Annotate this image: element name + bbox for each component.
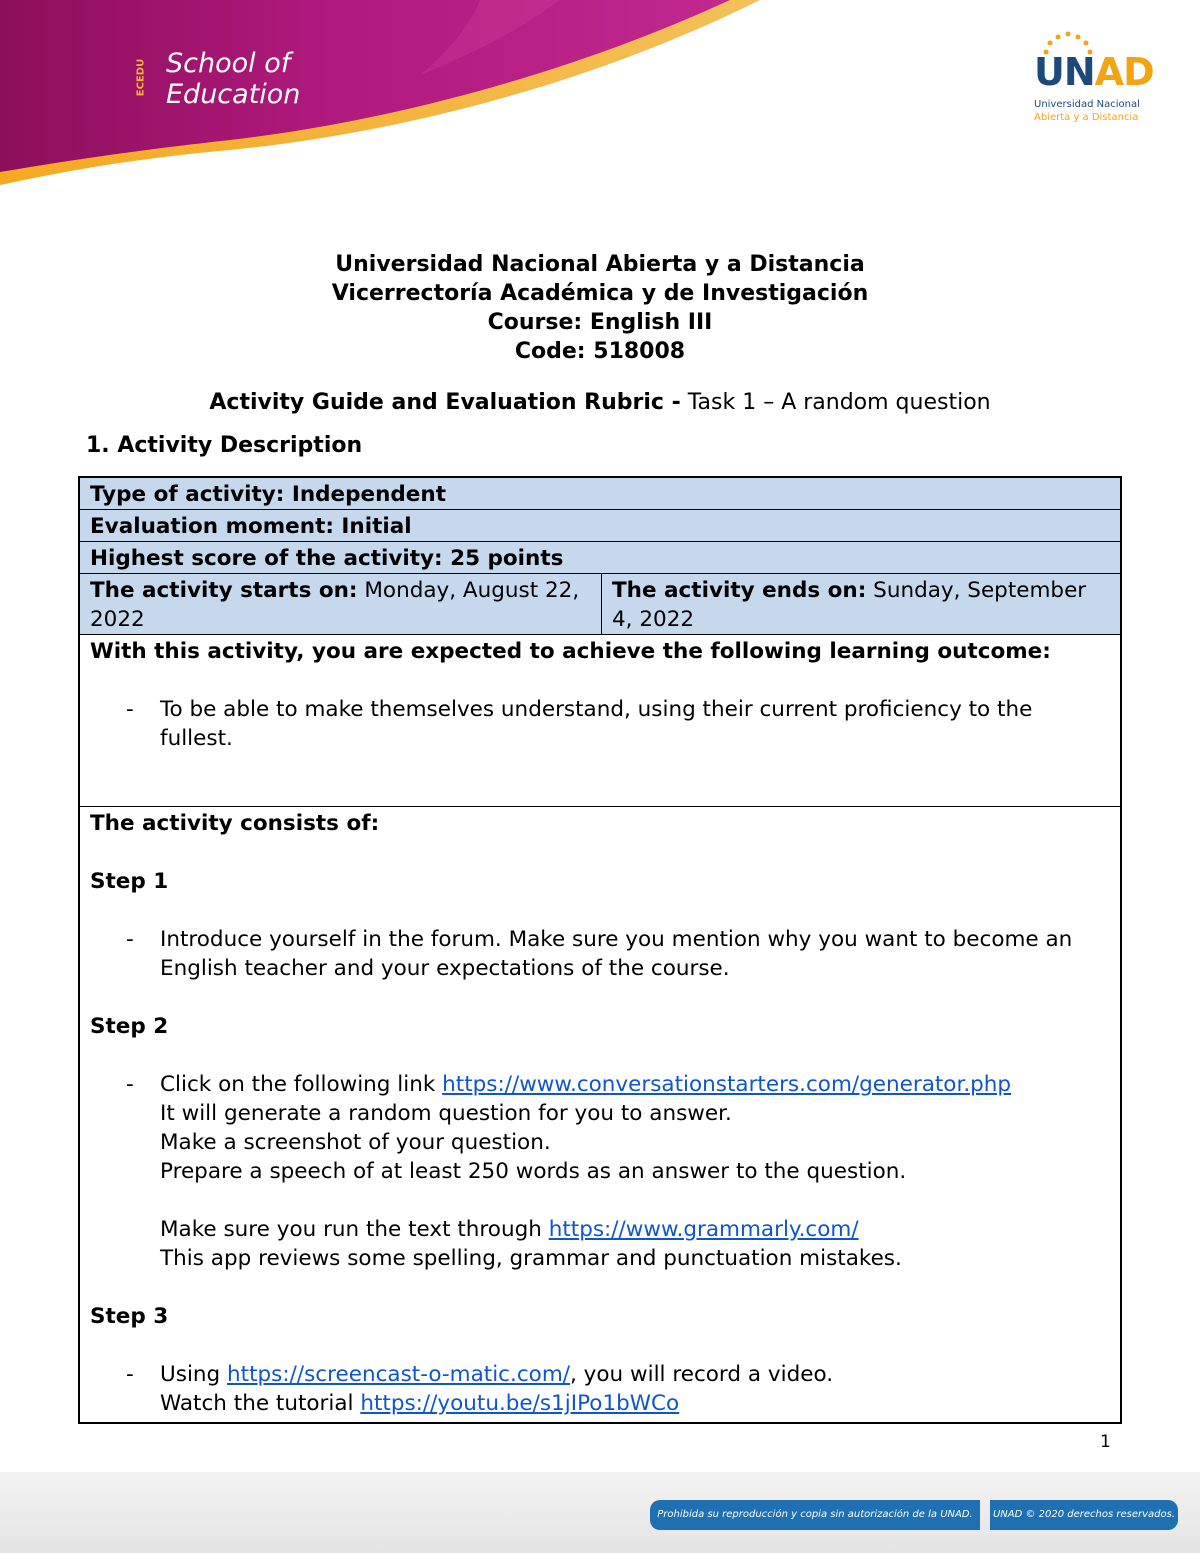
step2-title: Step 2 [90, 1014, 169, 1039]
step1-dash: - [126, 927, 134, 952]
school-logo-line1: School of [166, 48, 291, 79]
ecedu-text: ECEDU [135, 58, 147, 97]
youtube-tutorial-link[interactable]: https://youtu.be/s1jIPo1bWCo [360, 1391, 680, 1416]
vicerrectoria: Vicerrectoría Académica y de Investigación [331, 281, 869, 306]
consists-lead: The activity consists of: [90, 811, 380, 836]
ecedu-vertical-label [130, 48, 152, 116]
outcome-item [90, 695, 1110, 753]
guide-title-bold: Activity Guide and Evaluation Rubric - [209, 390, 681, 415]
step2-line1 [160, 1070, 1110, 1099]
learning-outcome-row [80, 635, 1120, 807]
step1-item [90, 925, 1110, 983]
step2-line6: This app reviews some spelling, grammar and punctuation mistakes. [160, 1246, 902, 1271]
start-label: The activity starts on: [90, 578, 358, 603]
type-of-activity-row: Type of activity: Independent [80, 478, 1120, 510]
activity-table [78, 476, 1122, 1424]
grammarly-link[interactable]: https://www.grammarly.com/ [548, 1217, 859, 1242]
dates-row [80, 574, 1120, 635]
outcome-lead: With this activity, you are expected to achieve the following learning outcome: [90, 639, 1051, 664]
step2-line2: It will generate a random question for you to answer. [160, 1101, 732, 1126]
unad-wordmark [1034, 50, 1154, 94]
guide-title [0, 390, 1200, 415]
step3-title: Step 3 [90, 1304, 169, 1329]
footer-copyright: UNAD © 2020 derechos reservados. [990, 1500, 1178, 1530]
guide-title-rest: Task 1 – A random question [680, 390, 991, 415]
outcome-dash: - [126, 697, 134, 722]
step3-after-text: , you will record a video. [570, 1362, 834, 1387]
school-of-education-logo [166, 48, 300, 110]
unad-sub-line2: Abierta y a Distancia [1034, 112, 1139, 123]
footer-notice [650, 1500, 1178, 1530]
course-name: Course: English III [487, 310, 713, 335]
step3-watch-text: Watch the tutorial [160, 1391, 361, 1416]
step1-title: Step 1 [90, 869, 169, 894]
end-label: The activity ends on: [612, 578, 867, 603]
activity-consists-row [80, 807, 1120, 1422]
course-code: Code: 518008 [514, 339, 686, 364]
school-logo-line2: Education [166, 79, 301, 110]
step2-line3: Make a screenshot of your question. [160, 1130, 551, 1155]
document-titles [0, 250, 1200, 366]
start-value: Monday, August 22, 2022 [90, 578, 580, 632]
step1-text: Introduce yourself in the forum. Make sure you mention why you want to become an English teacher and your expectations of the course. [160, 927, 1073, 981]
step2-run-text: Make sure you run the text through [160, 1217, 549, 1242]
step2-line4: Prepare a speech of at least 250 words as an answer to the question. [160, 1159, 907, 1184]
step2-dash: - [126, 1072, 134, 1097]
university-name: Universidad Nacional Abierta y a Distancia [335, 252, 865, 277]
step3-line1 [160, 1360, 1110, 1389]
page-number: 1 [1100, 1432, 1111, 1452]
step3-item [90, 1360, 1110, 1418]
step2-click-text: Click on the following link [160, 1072, 443, 1097]
outcome-text: To be able to make themselves understand, using their current proficiency to the fullest. [160, 697, 1033, 751]
step2-line5 [160, 1215, 1110, 1244]
conversationstarters-link[interactable]: https://www.conversationstarters.com/generator.php [442, 1072, 1012, 1097]
end-date-cell [602, 574, 1120, 634]
unad-un: UN [1034, 50, 1095, 94]
section-heading: 1. Activity Description [86, 433, 363, 458]
screencast-link[interactable]: https://screencast-o-matic.com/ [227, 1362, 571, 1387]
end-value: Sunday, September 4, 2022 [612, 578, 1087, 632]
step3-line2 [160, 1389, 1110, 1418]
highest-score-row: Highest score of the activity: 25 points [80, 542, 1120, 574]
step3-using-text: Using [160, 1362, 228, 1387]
evaluation-moment-row: Evaluation moment: Initial [80, 510, 1120, 542]
footer-reproduction-notice: Prohibida su reproducción y copia sin autorización de la UNAD. [650, 1500, 980, 1530]
unad-ad: AD [1094, 50, 1154, 94]
start-date-cell [80, 574, 602, 634]
unad-sub-line1: Universidad Nacional [1034, 99, 1140, 110]
unad-logo [1034, 30, 1164, 130]
step2-item [90, 1070, 1110, 1273]
unad-subtitle [1034, 98, 1140, 124]
step3-dash: - [126, 1362, 134, 1387]
